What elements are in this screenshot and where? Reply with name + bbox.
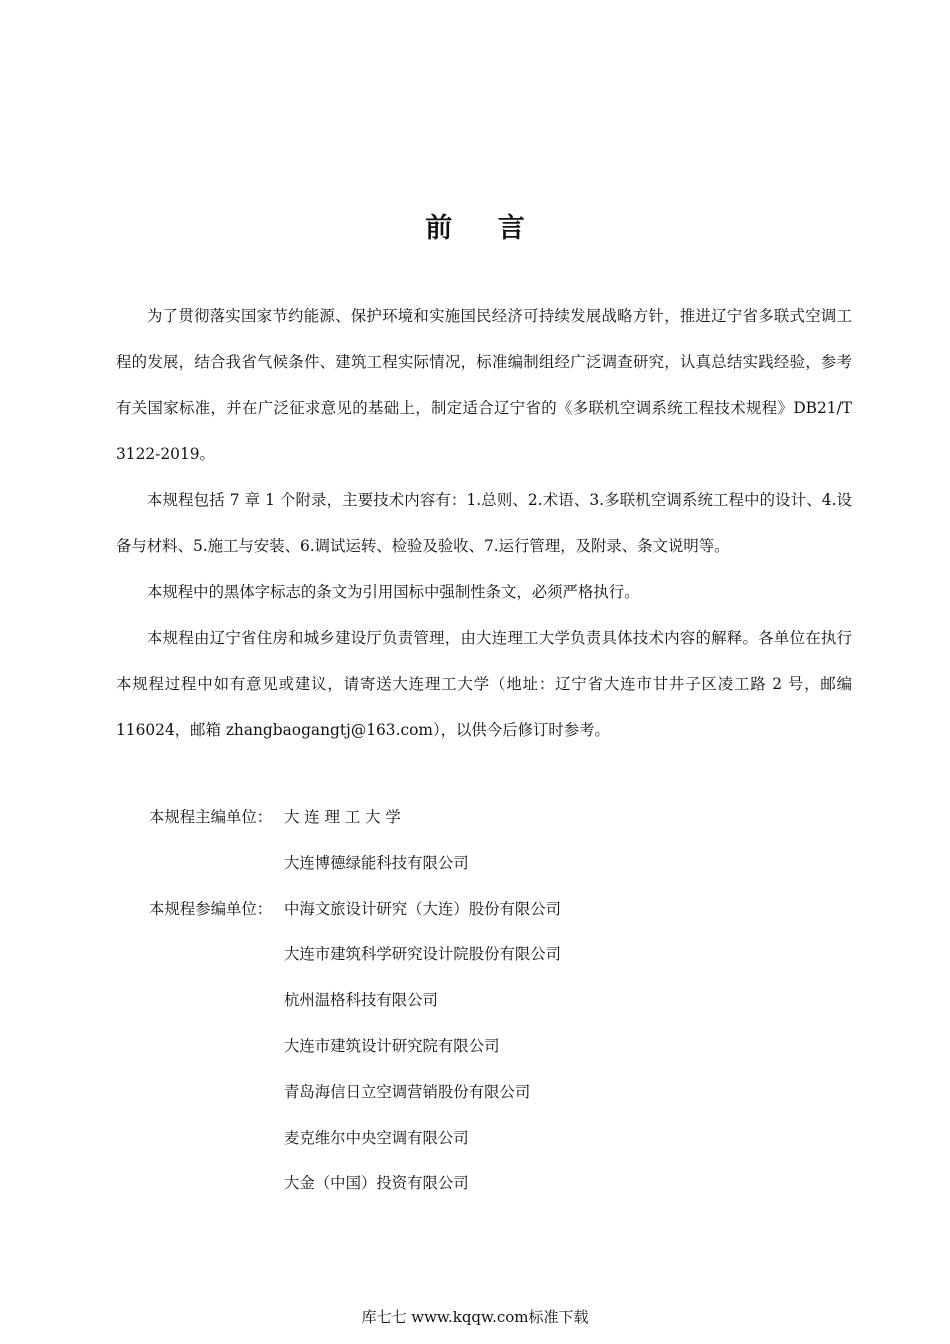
participating-unit-row <box>149 1024 561 1070</box>
units-list <box>149 795 561 1207</box>
participating-unit-name: 大连市建筑科学研究设计院股份有限公司 <box>284 945 562 964</box>
participating-unit-row <box>149 932 561 978</box>
chief-units-label: 本规程主编单位： <box>149 808 273 826</box>
chief-unit-row <box>149 841 561 887</box>
chief-unit-name: 大 连 理 工 大 学 <box>284 808 401 826</box>
paragraph-mandatory: 本规程中的黑体字标志的条文为引用国标中强制性条文，必须严格执行。 <box>147 583 640 601</box>
participating-units-label: 本规程参编单位： <box>149 899 273 918</box>
participating-unit-name: 中海文旅设计研究（大连）股份有限公司 <box>284 899 562 918</box>
participating-unit-name: 大金（中国）投资有限公司 <box>284 1174 469 1193</box>
footer-watermark: 库七七 www.kqqw.com标准下载 <box>361 1308 589 1326</box>
paragraph-management: 本规程由辽宁省住房和城乡建设厅负责管理，由大连理工大学负责具体技术内容的解释。各单位在执行本规程过程中如有意见或建议，请寄送大连理工大学（地址：辽宁省大连市甘井子区凌工路 2 号，邮编 116024，邮箱 zhangbaogangtj@163.com），以供今后修订时参考。 <box>116 629 852 739</box>
page-title: 前 言 <box>425 213 543 244</box>
participating-unit-row <box>149 1070 561 1116</box>
preface-body <box>116 293 852 753</box>
chief-unit-row <box>149 795 561 841</box>
chief-unit-name: 大连博德绿能科技有限公司 <box>284 853 469 872</box>
participating-unit-name: 麦克维尔中央空调有限公司 <box>284 1128 469 1147</box>
participating-unit-row <box>149 887 561 933</box>
paragraph-purpose: 为了贯彻落实国家节约能源、保护环境和实施国民经济可持续发展战略方针，推进辽宁省多联式空调工程的发展，结合我省气候条件、建筑工程实际情况，标准编制组经广泛调查研究，认真总结实践经验，参考有关国家标准，并在广泛征求意见的基础上，制定适合辽宁省的《多联机空调系统工程技术规程》DB21/T 3122-2019。 <box>116 307 852 463</box>
participating-unit-name: 青岛海信日立空调营销股份有限公司 <box>284 1082 531 1101</box>
participating-unit-name: 大连市建筑设计研究院有限公司 <box>284 1036 500 1055</box>
participating-unit-row <box>149 1161 561 1207</box>
participating-unit-name: 杭州温格科技有限公司 <box>284 991 438 1010</box>
participating-unit-row <box>149 978 561 1024</box>
participating-unit-row <box>149 1116 561 1162</box>
paragraph-contents: 本规程包括 7 章 1 个附录，主要技术内容有：1.总则、2.术语、3.多联机空调系统工程中的设计、4.设备与材料、5.施工与安装、6.调试运转、检验及验收、7.运行管理，及附录、条文说明等。 <box>116 491 852 555</box>
